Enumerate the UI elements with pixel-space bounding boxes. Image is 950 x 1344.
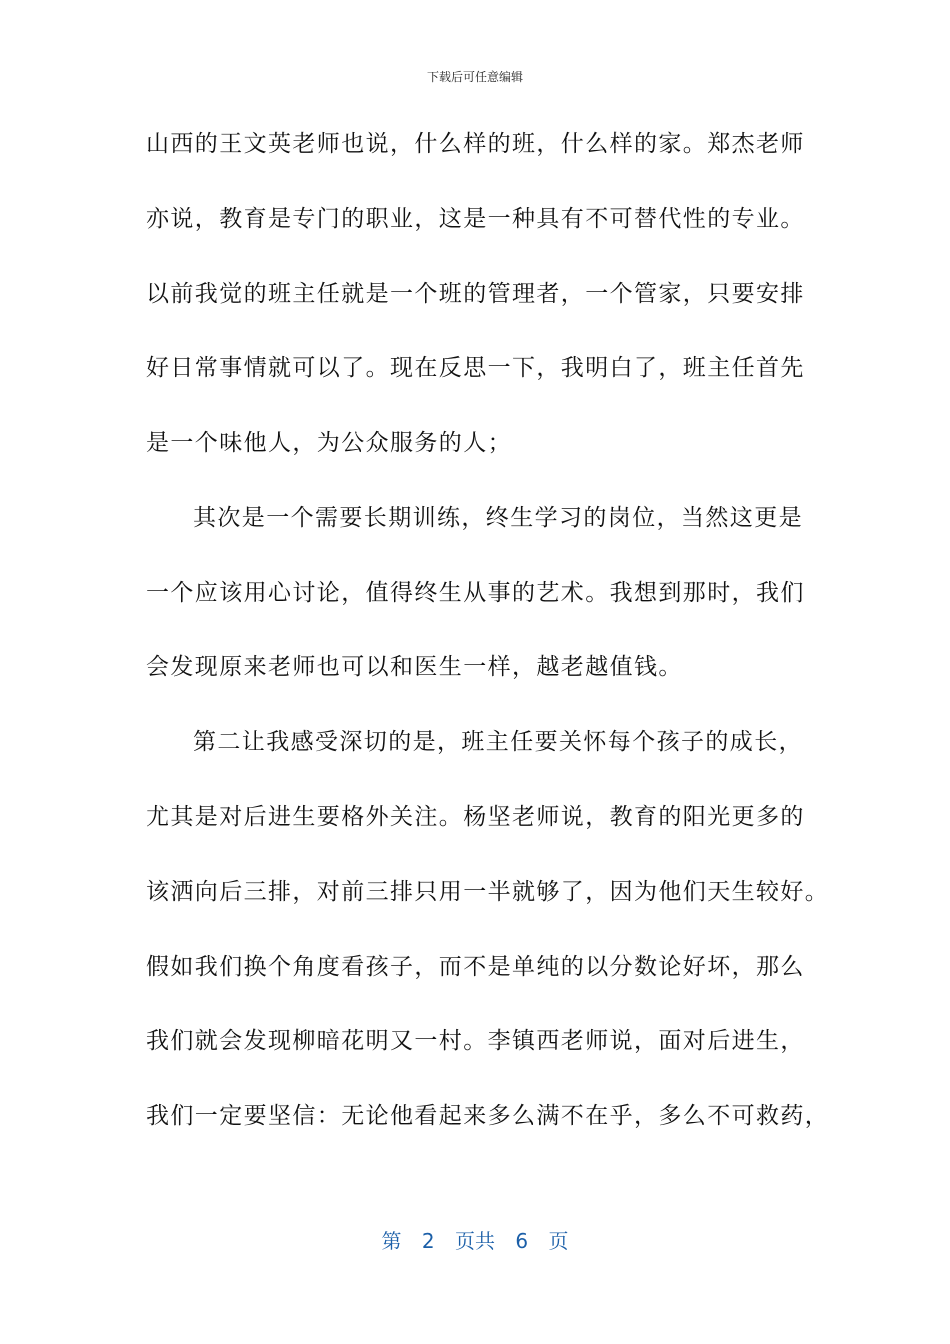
- footer-prefix: 第: [381, 1229, 402, 1253]
- text-line: 山西的王文英老师也说，什么样的班，什么样的家。郑杰老师: [146, 131, 805, 157]
- text-line: 假如我们换个角度看孩子，而不是单纯的以分数论好坏，那么: [146, 953, 805, 980]
- text-line: 我们就会发现柳暗花明又一村。李镇西老师说，面对后进生，: [146, 1028, 805, 1055]
- text-line: 会发现原来老师也可以和医生一样，越老越值钱。: [146, 654, 683, 681]
- text-line: 好日常事情就可以了。现在反思一下，我明白了，班主任首先: [146, 355, 805, 382]
- header-note: 下载后可任意编辑: [426, 70, 523, 84]
- current-page-number: 2: [421, 1229, 435, 1253]
- footer-suffix: 页: [548, 1229, 569, 1253]
- paragraph-first-line: 其次是一个需要长期训练，终生学习的岗位，当然这更是: [193, 504, 803, 531]
- text-line: 一个应该用心讨论，值得终生从事的艺术。我想到那时，我们: [146, 579, 805, 606]
- text-line: 该洒向后三排，对前三排只用一半就够了，因为他们天生较好。: [146, 878, 830, 905]
- paragraph-first-line: 第二让我感受深切的是，班主任要关怀每个孩子的成长，: [193, 729, 803, 756]
- footer-middle: 页共: [455, 1229, 495, 1253]
- text-line: 是一个味他人，为公众服务的人；: [146, 430, 512, 457]
- text-line: 我们一定要坚信：无论他看起来多么满不在乎，多么不可救药，: [146, 1103, 830, 1130]
- text-line: 尤其是对后进生要格外关注。杨坚老师说，教育的阳光更多的: [146, 804, 805, 831]
- page-footer: [0, 1225, 950, 1254]
- text-line: 亦说，教育是专门的职业，这是一种具有不可替代性的专业。: [146, 205, 805, 232]
- text-line: 以前我觉的班主任就是一个班的管理者，一个管家，只要安排: [146, 280, 805, 307]
- document-body: [146, 126, 830, 1173]
- total-page-count: 6: [515, 1229, 529, 1253]
